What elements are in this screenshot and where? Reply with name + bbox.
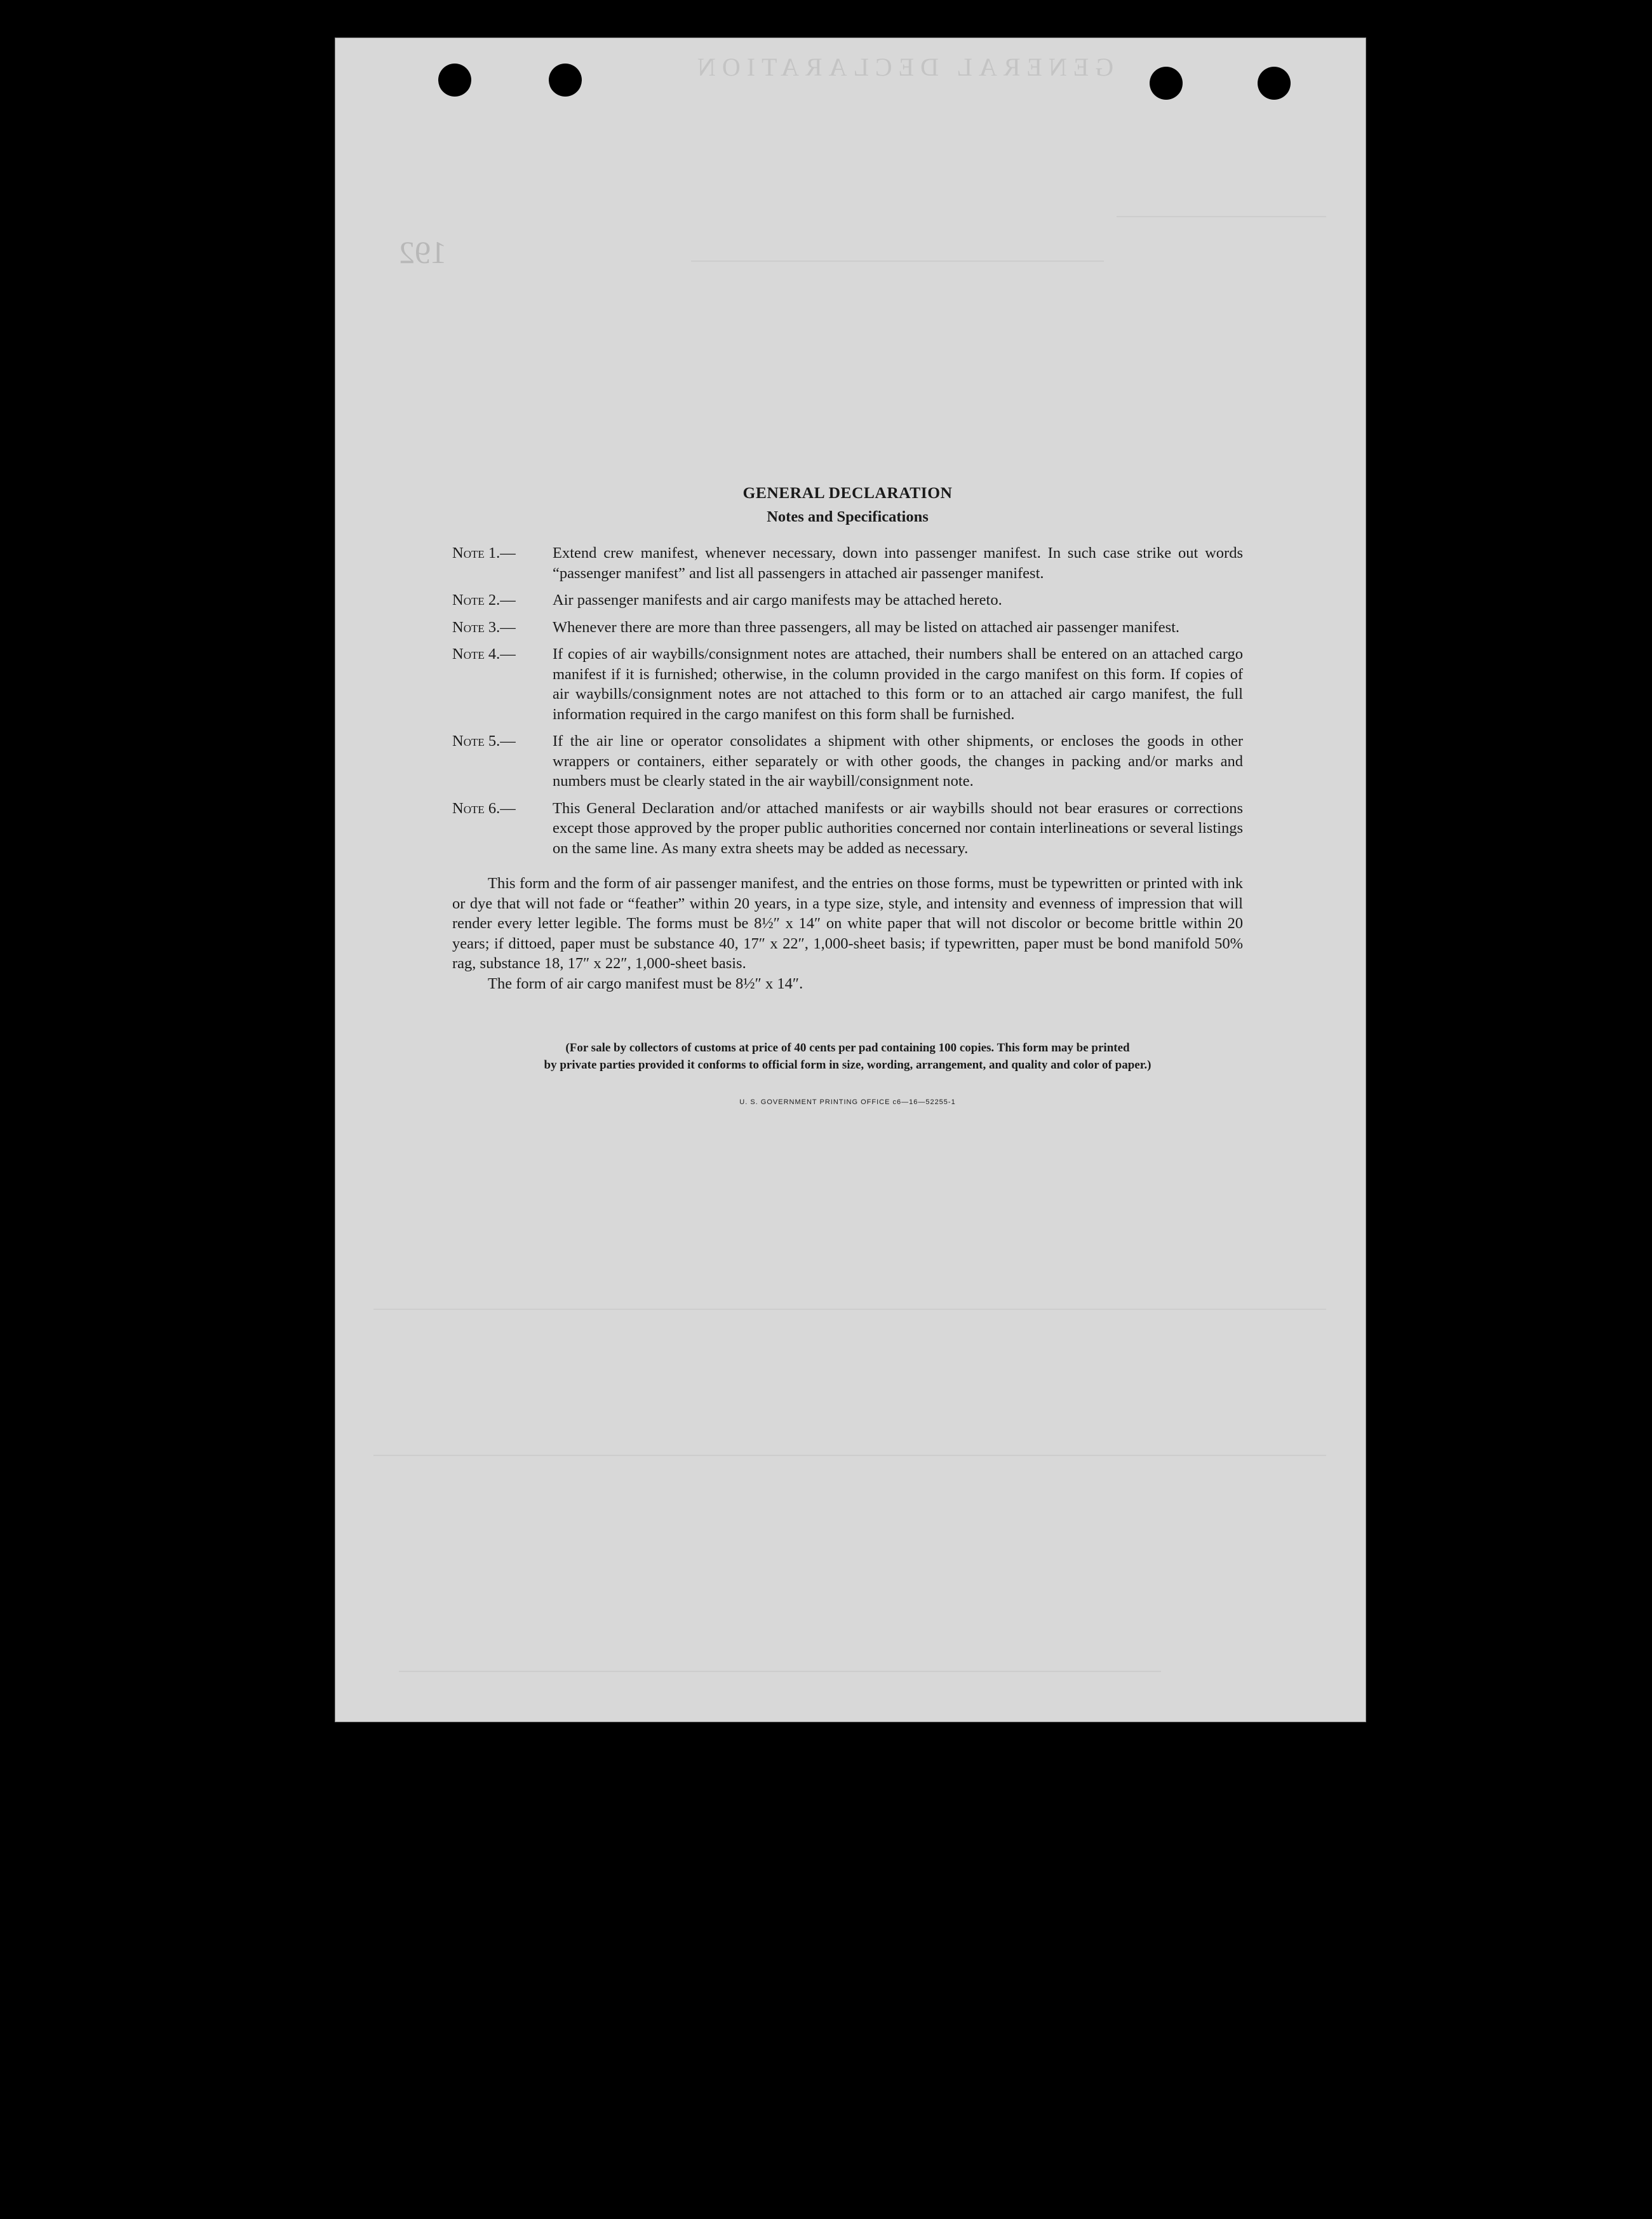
note-4 (452, 644, 1243, 724)
note-label: Note 4.— (452, 645, 516, 663)
note-1 (452, 543, 1243, 583)
note-3 (452, 617, 1243, 638)
notes-section (452, 483, 1243, 1113)
note-text: If the air line or operator consolidates a shipment with other shipments, or encloses the goods in other wrappers or containers, either separately or with other goods, the changes in packing and/or marks and numbers must be clearly stated in the air waybill/consignment note. (553, 732, 1243, 790)
bleed-through-title: GENERAL DECLARATION (691, 53, 1114, 81)
bleed-through-number: 192 (399, 234, 447, 270)
punch-hole-right-1 (1150, 67, 1183, 100)
note-text: Extend crew manifest, whenever necessary, down into passenger manifest. In such case strike out words “passenger manifest” and list all passengers in attached air passenger manifest. (553, 544, 1243, 582)
bleed-through-rule (1117, 216, 1326, 217)
note-2 (452, 590, 1243, 610)
bleed-through-rule (691, 260, 1104, 262)
page-subtitle: Notes and Specifications (767, 508, 929, 525)
cargo-manifest-paragraph: The form of air cargo manifest must be 8½″ x 14″. (488, 975, 803, 992)
sale-notice-line: (For sale by collectors of customs at price of 40 cents per pad containing 100 copies. This form may be printed (565, 1041, 1130, 1055)
punch-hole-left-1 (438, 64, 471, 97)
note-text: Air passenger manifests and air cargo manifests may be attached hereto. (553, 591, 1002, 609)
bleed-through-rule (373, 1455, 1326, 1456)
note-label: Note 3.— (452, 618, 516, 636)
bleed-through-rule (373, 1309, 1326, 1310)
specification-paragraph: This form and the form of air passenger manifest, and the entries on those forms, must be typewritten or printed with ink or dye that will not fade or “feather” within 20 years, in a type size, style, and intensity and evenness of impression that will render every letter legible. The forms must be 8½″ x 14″ on white paper that will not discolor or become brittle within 20 years; if dittoed, paper must be substance 40, 17″ x 22″, 1,000-sheet basis; if typewritten, paper must be bond manifold 50% rag, substance 18, 17″ x 22″, 1,000-sheet basis. (452, 875, 1243, 972)
note-5 (452, 731, 1243, 792)
note-text: Whenever there are more than three passengers, all may be listed on attached air passenger manifest. (553, 618, 1180, 636)
document-page (335, 38, 1366, 1722)
note-6 (452, 799, 1243, 859)
bleed-through-rule (399, 1671, 1161, 1672)
page-title: GENERAL DECLARATION (742, 483, 953, 502)
note-text: This General Declaration and/or attached manifests or air waybills should not bear erasures or corrections except those approved by the proper public authorities concerned nor contain interlineations or several listings on the same line. As many extra sheets may be added as necessary. (553, 799, 1243, 857)
sale-notice (452, 1039, 1243, 1074)
note-label: Note 1.— (452, 544, 516, 562)
punch-hole-right-2 (1258, 67, 1291, 100)
note-label: Note 2.— (452, 591, 516, 609)
note-text: If copies of air waybills/consignment notes are attached, their numbers shall be entered on an attached cargo manifest if it is furnished; otherwise, in the column provided in the cargo manifest on this form. If copies of air waybills/consignment notes are not attached to this form or to an attached air cargo manifest, the full information required in the cargo manifest on this form shall be furnished. (553, 645, 1243, 723)
punch-hole-left-2 (549, 64, 582, 97)
note-label: Note 6.— (452, 799, 516, 817)
sale-notice-line: by private parties provided it conforms to official form in size, wording, arrangement, and quality and color of paper.) (544, 1058, 1152, 1072)
note-label: Note 5.— (452, 732, 516, 750)
printer-imprint: U. S. GOVERNMENT PRINTING OFFICE c6—16—52255-1 (739, 1098, 956, 1106)
